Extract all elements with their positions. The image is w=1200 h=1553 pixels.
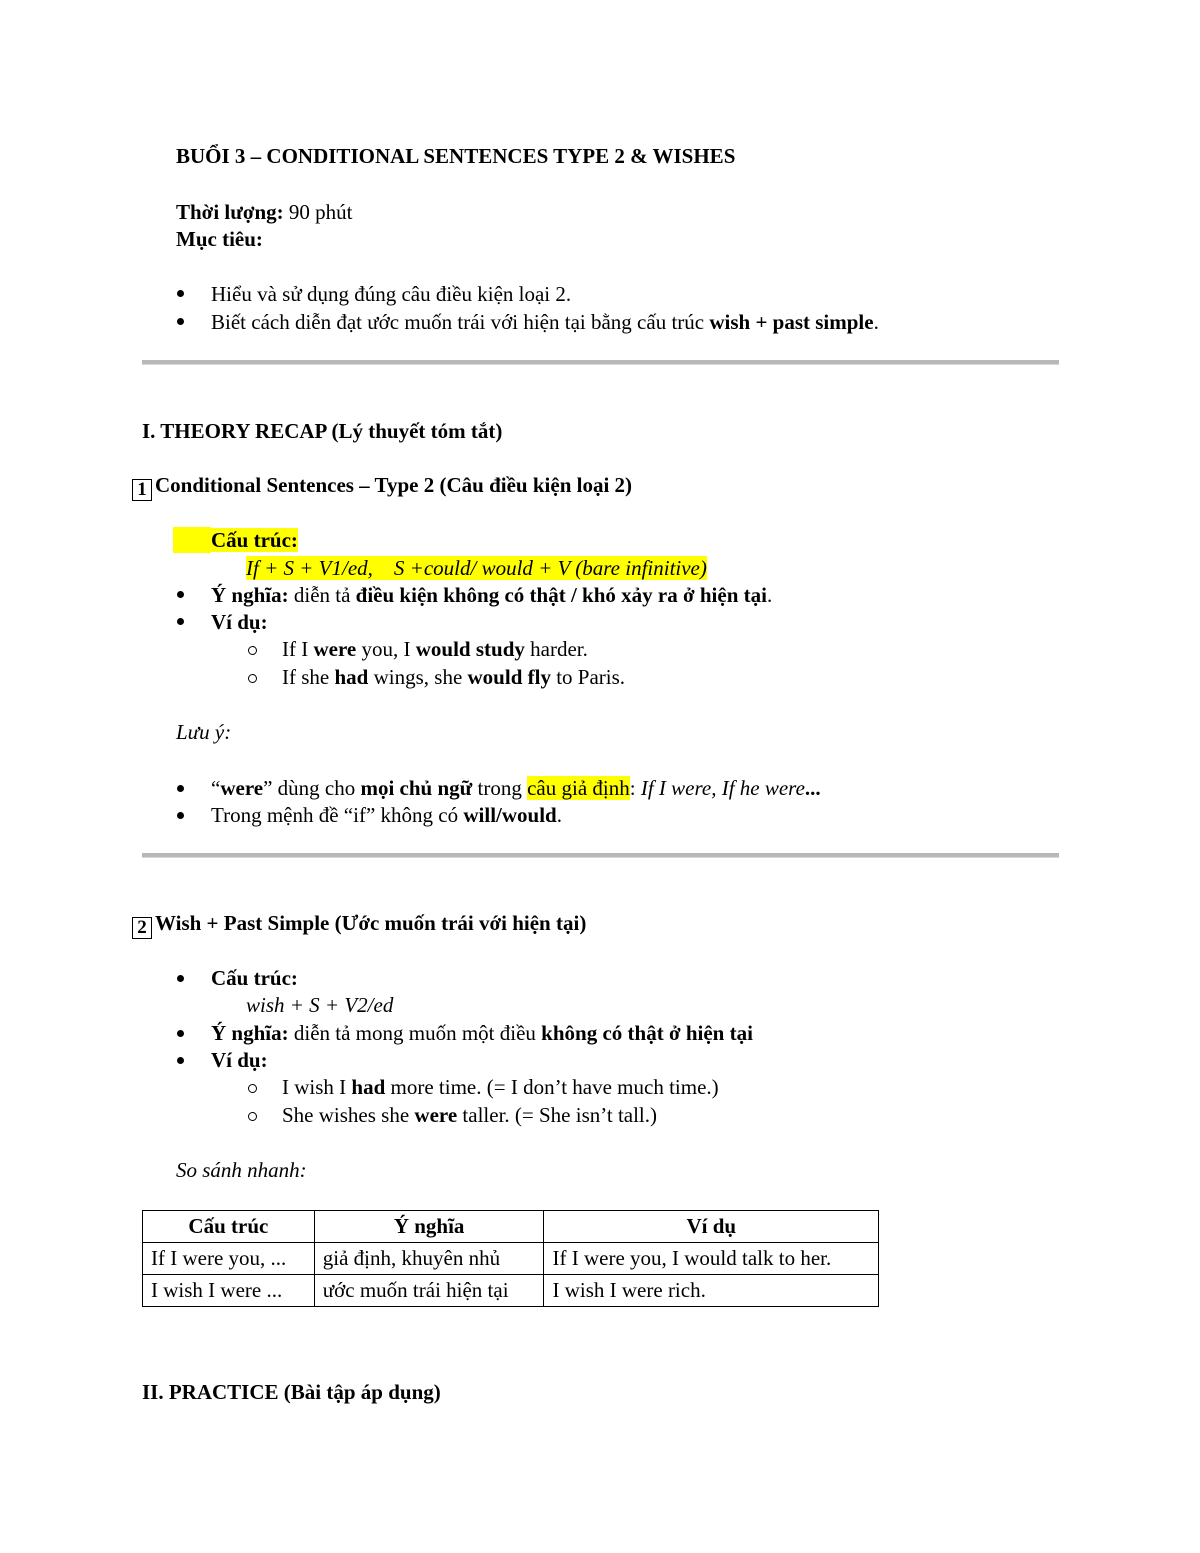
example-item bbox=[282, 664, 625, 690]
highlight-mark bbox=[173, 527, 211, 553]
example-bold: would fly bbox=[467, 665, 551, 689]
goals-label: Mục tiêu: bbox=[176, 227, 263, 251]
page-title: BUỔI 3 – CONDITIONAL SENTENCES TYPE 2 & WISHES bbox=[176, 144, 736, 168]
table-row bbox=[143, 1243, 879, 1275]
note-highlight: câu giả định bbox=[527, 776, 630, 800]
example-label: Ví dụ: bbox=[211, 1048, 268, 1072]
section-2-title-text: Wish + Past Simple (Ước muốn trái với hiện tại) bbox=[155, 911, 587, 935]
bullet-dot bbox=[177, 290, 184, 297]
bullet-dot bbox=[177, 591, 184, 598]
table-row bbox=[143, 1275, 879, 1307]
table-cell: giả định, khuyên nhủ bbox=[314, 1243, 544, 1275]
bullet-dot bbox=[177, 785, 184, 792]
bullet-dot bbox=[177, 618, 184, 625]
section-2-title bbox=[132, 910, 586, 939]
goal-bold: wish + past simple bbox=[709, 310, 874, 334]
example-bold: had bbox=[334, 665, 369, 689]
example-text: taller. (= She isn’t tall.) bbox=[457, 1103, 658, 1127]
table-cell: I wish I were rich. bbox=[544, 1275, 879, 1307]
example-text: I wish I bbox=[282, 1075, 352, 1099]
note-bold: mọi chủ ngữ bbox=[360, 776, 473, 800]
example-text: you, I bbox=[356, 637, 416, 661]
meaning-text: diễn tả mong muốn một điều bbox=[288, 1021, 542, 1045]
table-cell: If I were you, ... bbox=[143, 1243, 315, 1275]
practice-heading: II. PRACTICE (Bài tập áp dụng) bbox=[142, 1380, 441, 1404]
meaning-bold: không có thật ở hiện tại bbox=[541, 1021, 753, 1045]
meaning-label: Ý nghĩa: bbox=[211, 583, 289, 607]
comparison-table bbox=[142, 1210, 879, 1307]
example-text: more time. (= I don’t have much time.) bbox=[385, 1075, 719, 1099]
formula-text: If + S + V1/ed, S +could/ would + V (bare infinitive) bbox=[246, 556, 707, 580]
example-text: If I bbox=[282, 637, 314, 661]
note-text: ” dùng cho bbox=[263, 776, 361, 800]
example-text: harder. bbox=[524, 637, 588, 661]
structure-label bbox=[211, 527, 298, 553]
note-item bbox=[211, 775, 821, 801]
note-text: trong bbox=[472, 776, 528, 800]
example-bold: would study bbox=[415, 637, 525, 661]
table-cell: If I were you, I would talk to her. bbox=[544, 1243, 879, 1275]
table-header-cell: Ý nghĩa bbox=[314, 1211, 544, 1243]
bullet-dot bbox=[177, 1057, 184, 1064]
goal-item: Hiểu và sử dụng đúng câu điều kiện loại 2. bbox=[211, 282, 572, 306]
meaning-label: Ý nghĩa: bbox=[211, 1021, 289, 1045]
goal-item bbox=[211, 309, 879, 335]
formula bbox=[246, 555, 707, 581]
example-text: wings, she bbox=[368, 665, 468, 689]
bullet-dot bbox=[177, 318, 184, 325]
compare-label: So sánh nhanh: bbox=[176, 1158, 307, 1182]
note-text: Trong mệnh đề “if” không có bbox=[211, 803, 464, 827]
meaning-bold: điều kiện không có thật / khó xảy ra ở hiện tại bbox=[355, 583, 767, 607]
example-item bbox=[282, 1102, 657, 1128]
table-header-cell: Ví dụ bbox=[544, 1211, 879, 1243]
duration-value: 90 phút bbox=[283, 200, 353, 224]
divider bbox=[142, 360, 1059, 365]
sub-bullet bbox=[248, 646, 257, 655]
example-item bbox=[282, 636, 588, 662]
number-box-icon: 2 bbox=[132, 917, 152, 939]
structure-label-text: Cấu trúc: bbox=[211, 528, 298, 552]
bullet-dot bbox=[177, 975, 184, 982]
meaning-line bbox=[211, 582, 772, 608]
table-cell: I wish I were ... bbox=[143, 1275, 315, 1307]
note-bold: ... bbox=[804, 776, 821, 800]
sub-bullet bbox=[248, 1112, 257, 1121]
example-item bbox=[282, 1074, 719, 1100]
table-header-row bbox=[143, 1211, 879, 1243]
note-text: . bbox=[556, 803, 562, 827]
note-italic: If I were, If he were bbox=[640, 776, 805, 800]
goal-text: . bbox=[873, 310, 879, 334]
table-header-cell: Cấu trúc bbox=[143, 1211, 315, 1243]
example-label: Ví dụ: bbox=[211, 610, 268, 634]
bullet-dot bbox=[177, 812, 184, 819]
divider bbox=[142, 853, 1059, 858]
structure-label: Cấu trúc: bbox=[211, 966, 298, 990]
formula: wish + S + V2/ed bbox=[246, 993, 394, 1017]
bullet-dot bbox=[177, 1030, 184, 1037]
example-text: She wishes she bbox=[282, 1103, 415, 1127]
note-bold: were bbox=[220, 776, 264, 800]
note-text: : bbox=[629, 776, 641, 800]
number-box-icon: 1 bbox=[132, 479, 152, 501]
table-cell: ước muốn trái hiện tại bbox=[314, 1275, 544, 1307]
note-item bbox=[211, 802, 562, 828]
meaning-text: . bbox=[766, 583, 773, 607]
example-text: to Paris. bbox=[550, 665, 626, 689]
sub-bullet bbox=[248, 1084, 257, 1093]
duration-line bbox=[176, 199, 352, 225]
sub-bullet bbox=[248, 674, 257, 683]
meaning-line bbox=[211, 1020, 753, 1046]
goal-text: Biết cách diễn đạt ước muốn trái với hiện tại bằng cấu trúc bbox=[211, 310, 710, 334]
theory-heading: I. THEORY RECAP (Lý thuyết tóm tắt) bbox=[142, 419, 503, 443]
section-1-title-text: Conditional Sentences – Type 2 (Câu điều kiện loại 2) bbox=[155, 473, 633, 497]
example-text: If she bbox=[282, 665, 335, 689]
note-text: “ bbox=[211, 776, 221, 800]
duration-label: Thời lượng: bbox=[176, 200, 284, 224]
example-bold: were bbox=[414, 1103, 458, 1127]
section-1-title bbox=[132, 472, 632, 501]
note-label: Lưu ý: bbox=[176, 720, 232, 744]
note-bold: will/would bbox=[463, 803, 557, 827]
example-bold: were bbox=[313, 637, 357, 661]
example-bold: had bbox=[351, 1075, 386, 1099]
meaning-text: diễn tả bbox=[288, 583, 356, 607]
